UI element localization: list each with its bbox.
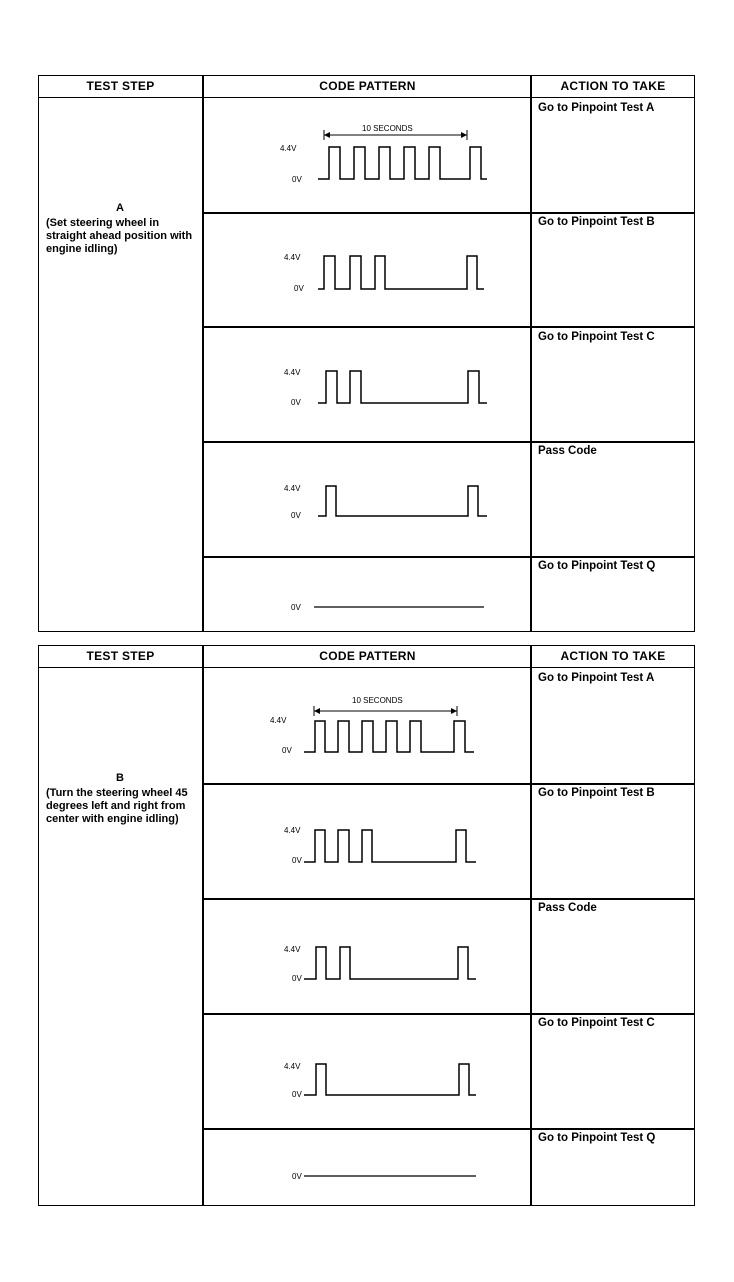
low-voltage-label: 0V bbox=[292, 1172, 302, 1181]
low-voltage-label: 0V bbox=[282, 746, 292, 755]
arrow-head-right bbox=[451, 708, 457, 714]
action-text: Pass Code bbox=[538, 902, 597, 914]
arrow-head-right bbox=[461, 132, 467, 138]
pulse-train bbox=[318, 371, 487, 403]
pulse-train bbox=[318, 486, 487, 516]
arrow-head-left bbox=[324, 132, 330, 138]
column-divider bbox=[530, 646, 532, 1205]
row-divider bbox=[202, 898, 694, 900]
pulse-train bbox=[304, 721, 474, 752]
header-code-pattern: CODE PATTERN bbox=[319, 79, 416, 93]
span-label: 10 SECONDS bbox=[352, 696, 403, 705]
table-header bbox=[39, 76, 694, 98]
low-voltage-label: 0V bbox=[294, 284, 304, 293]
low-voltage-label: 0V bbox=[292, 856, 302, 865]
step-letter: A bbox=[116, 202, 124, 214]
pulse-train bbox=[318, 147, 487, 179]
row-divider bbox=[202, 326, 694, 328]
span-label: 10 SECONDS bbox=[362, 124, 413, 133]
high-voltage-label: 4.4V bbox=[284, 253, 301, 262]
test-table-a bbox=[38, 75, 695, 632]
waveform-2-pulses bbox=[264, 1056, 484, 1101]
test-table-b bbox=[38, 645, 695, 1206]
low-voltage-label: 0V bbox=[292, 974, 302, 983]
high-voltage-label: 4.4V bbox=[284, 484, 301, 493]
waveform-3-pulses bbox=[264, 938, 484, 983]
row-divider bbox=[202, 1128, 694, 1130]
action-text: Pass Code bbox=[538, 445, 597, 457]
arrow-head-left bbox=[314, 708, 320, 714]
row-divider bbox=[202, 441, 694, 443]
action-text: Go to Pinpoint Test Q bbox=[538, 560, 656, 572]
low-voltage-label: 0V bbox=[291, 398, 301, 407]
high-voltage-label: 4.4V bbox=[280, 144, 297, 153]
pulse-train bbox=[304, 830, 476, 862]
step-description: (Set steering wheel in straight ahead position with engine idling) bbox=[46, 217, 193, 255]
waveform-flat bbox=[274, 596, 494, 621]
header-code-pattern: CODE PATTERN bbox=[319, 649, 416, 663]
action-text: Go to Pinpoint Test C bbox=[538, 1017, 655, 1029]
column-divider bbox=[202, 646, 204, 1205]
action-text: Go to Pinpoint Test C bbox=[538, 331, 655, 343]
column-divider bbox=[202, 76, 204, 631]
waveform-2-pulses bbox=[274, 481, 494, 526]
step-description: (Turn the steering wheel 45 degrees left and right from center with engine idling) bbox=[46, 787, 188, 825]
pulse-train bbox=[304, 1064, 476, 1095]
row-divider bbox=[202, 1013, 694, 1015]
low-voltage-label: 0V bbox=[292, 1090, 302, 1099]
low-voltage-label: 0V bbox=[291, 511, 301, 520]
action-text: Go to Pinpoint Test B bbox=[538, 216, 655, 228]
action-text: Go to Pinpoint Test Q bbox=[538, 1132, 656, 1144]
action-text: Go to Pinpoint Test A bbox=[538, 102, 655, 114]
waveform-6-pulses bbox=[264, 691, 484, 756]
waveform-4-pulses bbox=[264, 822, 484, 867]
high-voltage-label: 4.4V bbox=[284, 826, 301, 835]
high-voltage-label: 4.4V bbox=[270, 716, 287, 725]
table-header bbox=[39, 646, 694, 668]
pulse-train bbox=[304, 947, 476, 979]
action-text: Go to Pinpoint Test B bbox=[538, 787, 655, 799]
row-divider bbox=[202, 556, 694, 558]
step-letter: B bbox=[116, 772, 124, 784]
row-divider bbox=[202, 212, 694, 214]
low-voltage-label: 0V bbox=[292, 175, 302, 184]
header-test-step: TEST STEP bbox=[86, 649, 155, 663]
header-action: ACTION TO TAKE bbox=[560, 79, 666, 93]
row-divider bbox=[202, 783, 694, 785]
high-voltage-label: 4.4V bbox=[284, 945, 301, 954]
waveform-3-pulses bbox=[274, 367, 494, 412]
waveform-4-pulses bbox=[274, 251, 494, 296]
action-text: Go to Pinpoint Test A bbox=[538, 672, 655, 684]
column-divider bbox=[530, 76, 532, 631]
header-test-step: TEST STEP bbox=[86, 79, 155, 93]
high-voltage-label: 4.4V bbox=[284, 368, 301, 377]
pulse-train bbox=[318, 256, 484, 289]
waveform-6-pulses bbox=[274, 116, 494, 186]
waveform-flat bbox=[264, 1164, 484, 1189]
header-action: ACTION TO TAKE bbox=[560, 649, 666, 663]
high-voltage-label: 4.4V bbox=[284, 1062, 301, 1071]
low-voltage-label: 0V bbox=[291, 603, 301, 612]
